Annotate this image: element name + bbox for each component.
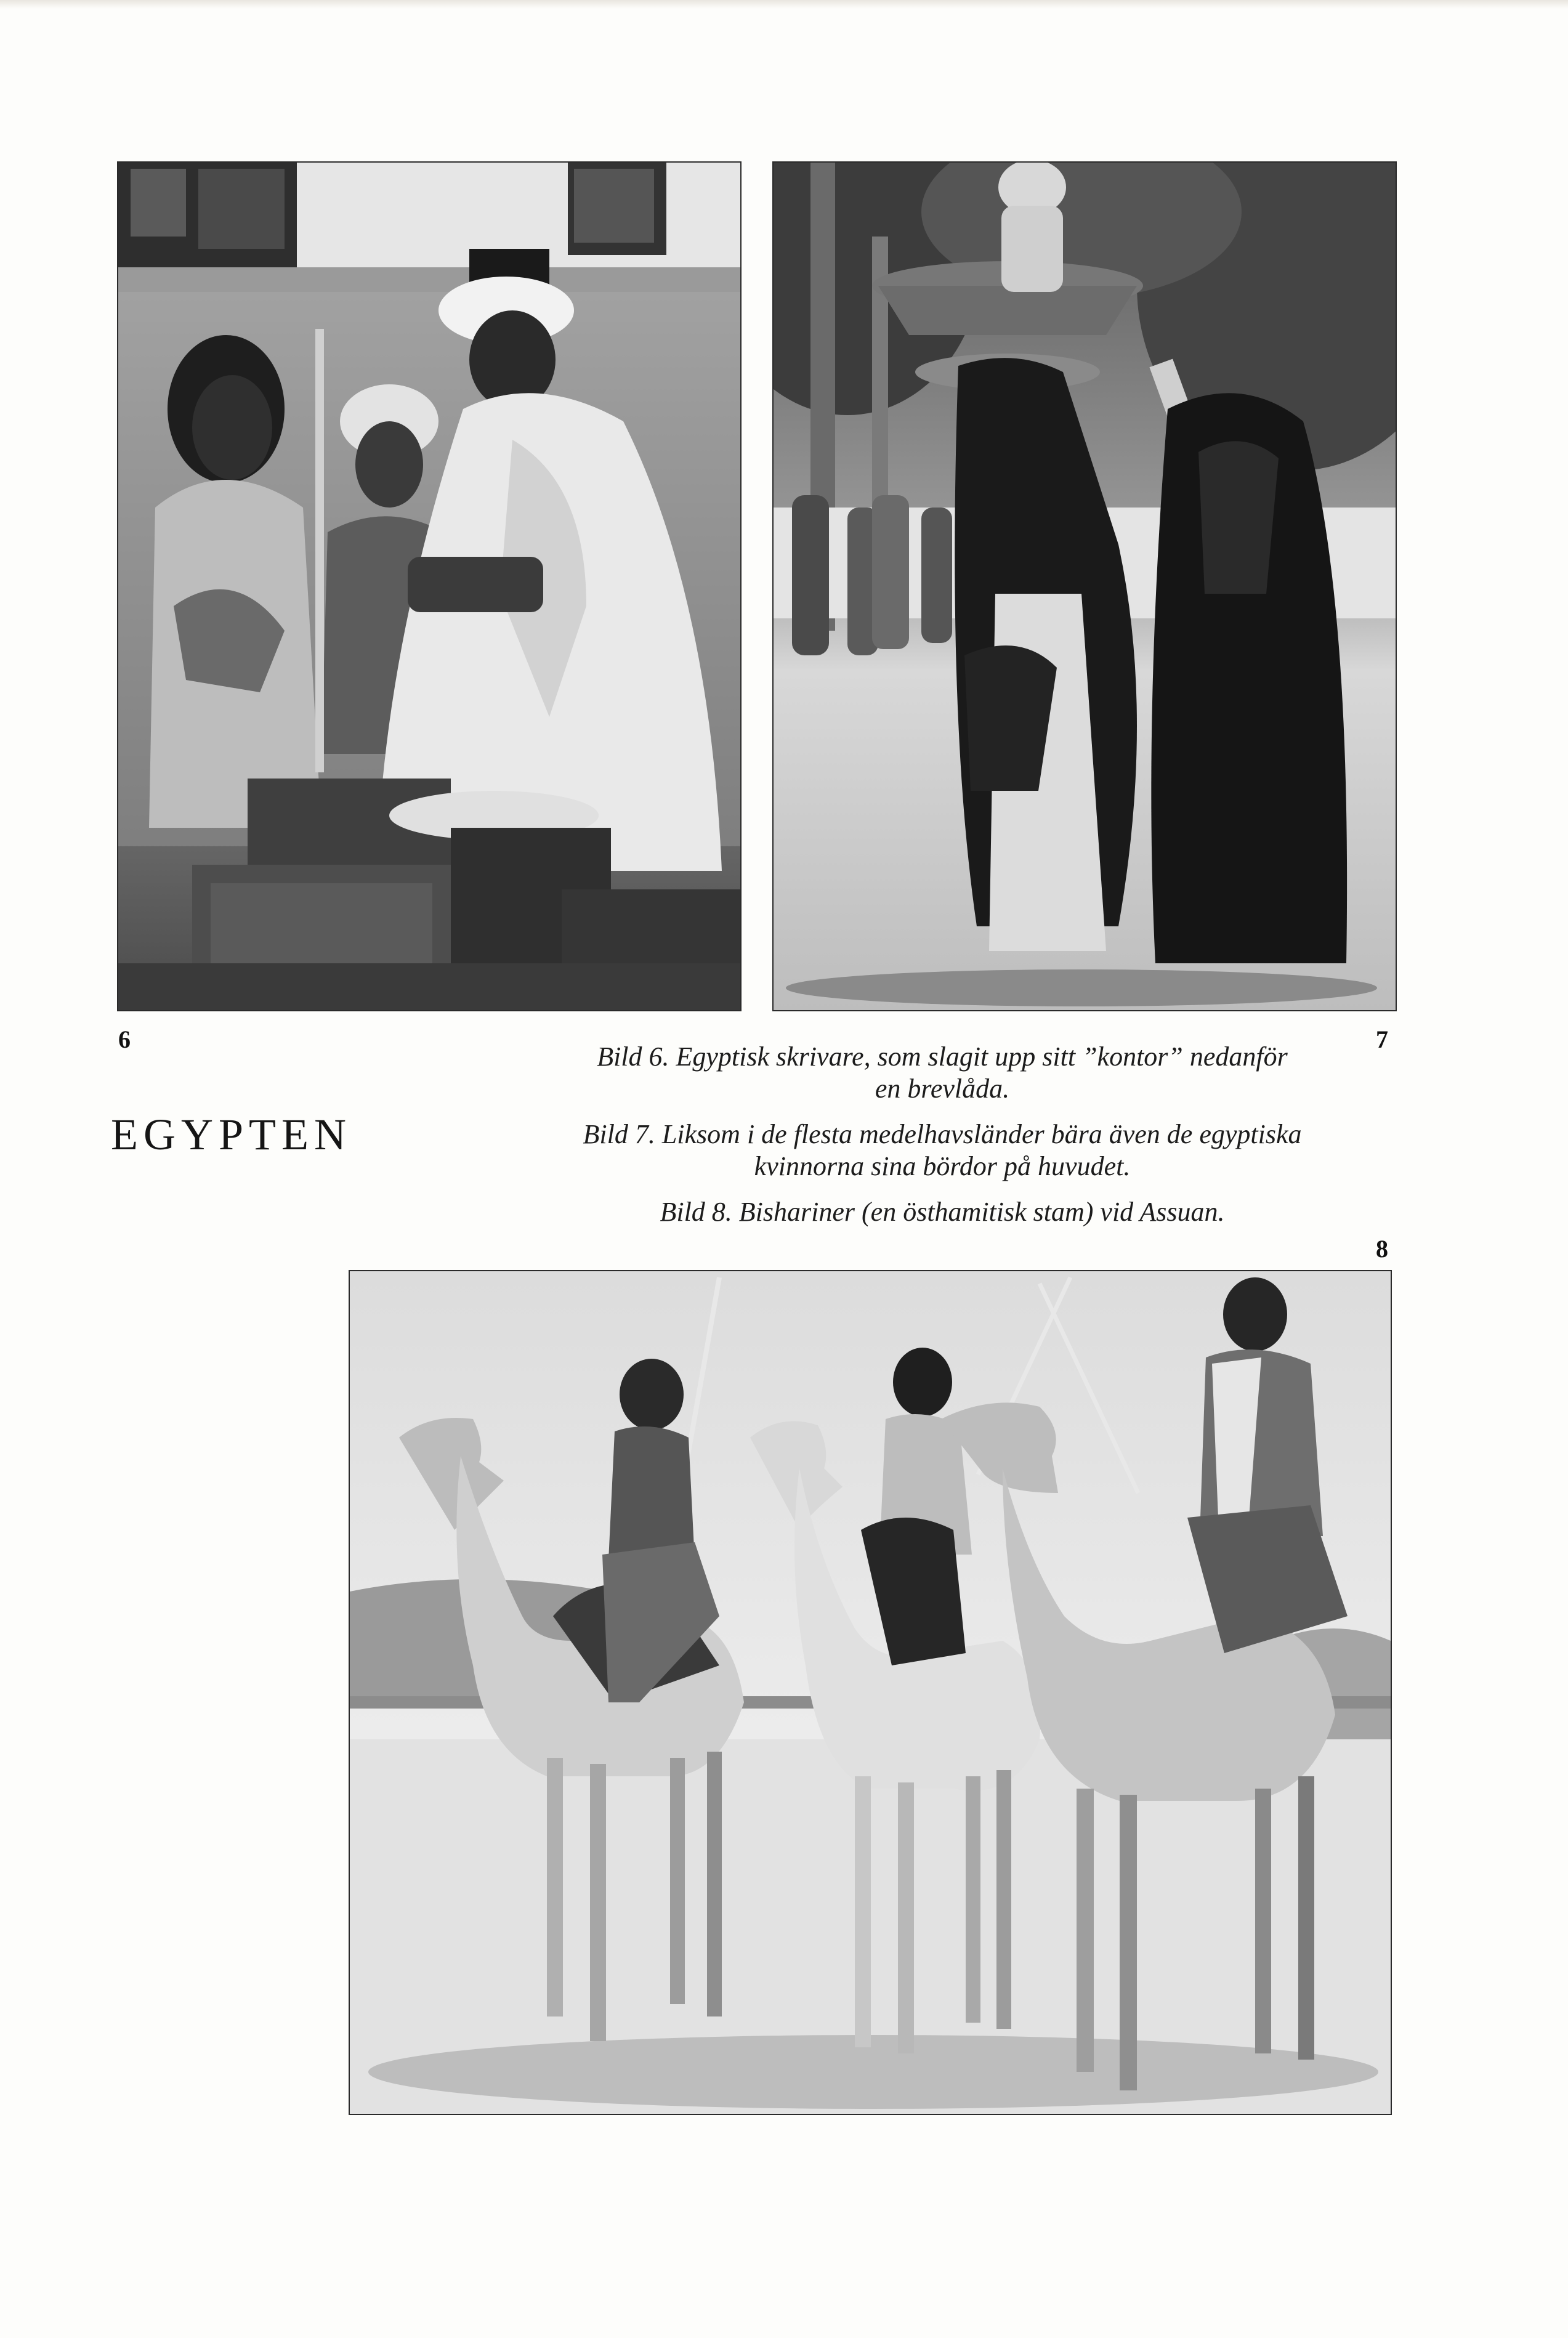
caption-line: Bild 7. Liksom i de flesta medelhavsländer bära även de egyptiska — [583, 1119, 1302, 1149]
caption-line: kvinnorna sina bördor på huvudet. — [754, 1151, 1131, 1181]
scan-edge — [0, 0, 1568, 9]
camel-riders-photo-icon — [350, 1271, 1391, 2114]
plate-number-7: 7 — [1376, 1025, 1388, 1053]
section-title: EGYPTEN — [111, 1110, 352, 1159]
photo-plate-7 — [772, 161, 1397, 1011]
caption-bild-6 — [493, 1041, 1392, 1105]
veiled-women-photo-icon — [774, 163, 1396, 1010]
plate-number-6: 6 — [118, 1025, 131, 1053]
photo-plate-8 — [349, 1270, 1392, 2115]
caption-line: en brevlåda. — [875, 1074, 1010, 1104]
caption-bild-7 — [493, 1118, 1392, 1183]
caption-bild-8 — [493, 1196, 1392, 1228]
scribe-photo-icon — [118, 163, 740, 1010]
caption-line: Bild 8. Bishariner (en östhamitisk stam) vid Assuan. — [660, 1197, 1225, 1227]
photo-plate-6 — [117, 161, 742, 1011]
plate-number-8: 8 — [1376, 1235, 1388, 1263]
caption-line: Bild 6. Egyptisk skrivare, som slagit upp sitt ”kontor” nedanför — [597, 1042, 1288, 1072]
captions-block — [493, 1041, 1392, 1242]
